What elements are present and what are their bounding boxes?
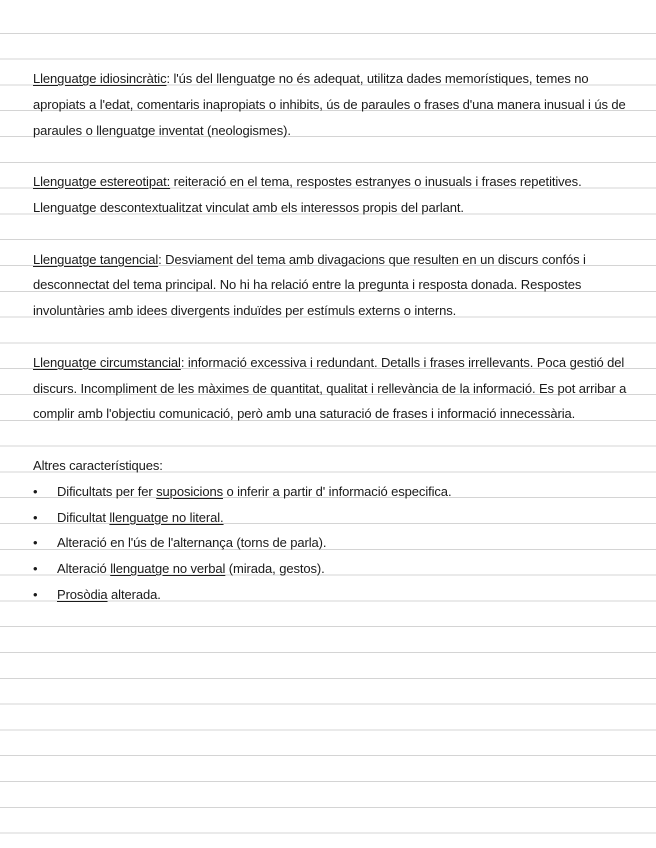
term-circumstantial: Llenguatge circumstancial <box>33 354 181 370</box>
list-item <box>33 582 633 608</box>
list-item <box>33 505 633 531</box>
item-text-after: o inferir a partir d' informació especifica. <box>222 483 452 499</box>
term-separator: : <box>166 71 170 86</box>
item-text: Alteració en l'ús de l'alternança (torns de parla). <box>57 535 327 551</box>
item-text: Dificultats per fer <box>57 483 157 499</box>
item-text: Alteració <box>57 561 111 577</box>
other-characteristics-list <box>33 479 633 608</box>
item-text-after: alterada. <box>107 586 161 602</box>
list-item <box>33 479 633 505</box>
definition-stereotyped: reiteració en el tema, respostes estranyes o inusuals i frases repetitives. Llenguatge descontextualitzat vinculat amb els interessos propis del parlant. <box>33 174 582 215</box>
list-item <box>33 556 633 582</box>
section-idiosyncratic <box>33 66 633 143</box>
item-underlined: llenguatge no verbal <box>110 561 226 577</box>
other-characteristics-title: Altres característiques: <box>33 457 163 473</box>
list-item <box>33 530 633 556</box>
section-tangential <box>33 247 633 324</box>
section-circumstantial <box>33 350 633 427</box>
item-underlined: llenguatge no literal. <box>109 509 224 525</box>
item-text-after: (mirada, gestos). <box>225 561 325 577</box>
item-text: Dificultat <box>57 509 110 525</box>
term-separator: : <box>180 354 185 370</box>
bullet-icon: • <box>33 483 38 499</box>
term-stereotyped: Llenguatge estereotipat: <box>33 174 171 190</box>
term-idiosyncratic: Llenguatge idiosincràtic <box>33 71 167 86</box>
bullet-icon: • <box>33 561 38 577</box>
bullet-icon: • <box>33 535 38 551</box>
section-stereotyped <box>33 169 633 221</box>
definition-idiosyncratic: l'ús del llenguatge no és adequat, utilitza dades memorístiques, temes no apropiats a l'edat, comentaris inapropiats o inhibits, ús de paraules o frases d'una manera inusual i ús de paraules o llenguatge inventat (neologismes). <box>33 71 626 138</box>
definition-circumstantial: informació excessiva i redundant. Detalls i frases irrellevants. Poca gestió del discurs. Incompliment de les màximes de quantitat, qualitat i rellevància de la informació. Es pot arribar a complir amb l'objectiu comunicació, però amb una saturació de frases i informació innecessària. <box>33 354 627 422</box>
item-underlined: suposicions <box>156 483 223 499</box>
bullet-icon: • <box>33 509 38 525</box>
item-underlined: Prosòdia <box>57 586 108 602</box>
term-tangential: Llenguatge tangencial <box>33 251 159 267</box>
term-separator: : <box>158 251 162 267</box>
notes-content <box>33 66 633 608</box>
definition-tangential: Desviament del tema amb divagacions que resulten en un discurs confós i desconnectat del tema principal. No hi ha relació entre la pregunta i resposta donada. Respostes involuntàries amb idees divergents induïdes per estímuls externs o interns. <box>33 251 586 319</box>
bullet-icon: • <box>33 586 38 602</box>
